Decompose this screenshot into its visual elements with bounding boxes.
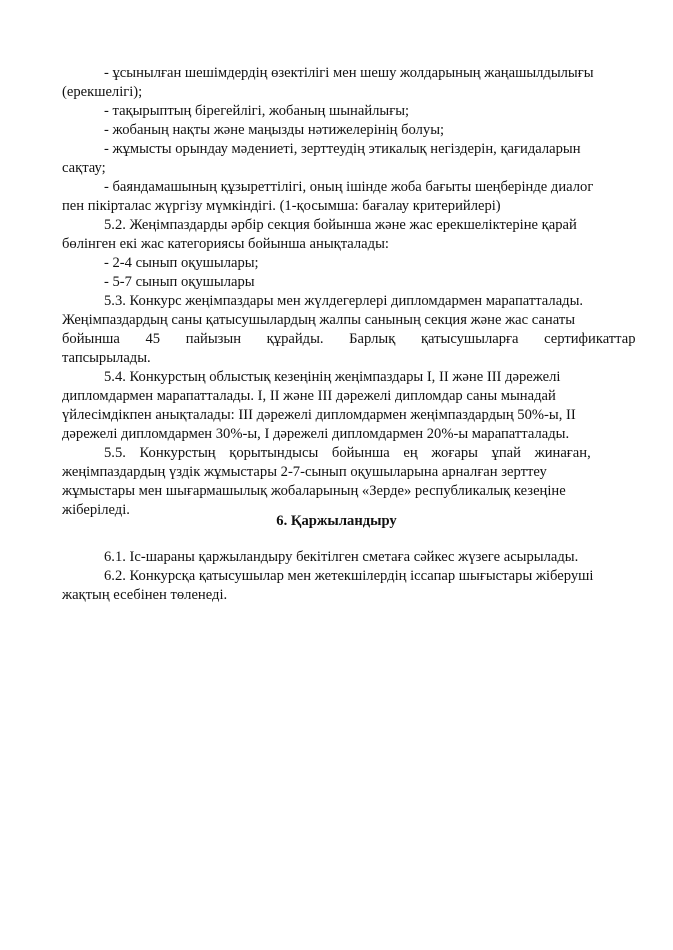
paragraph-5-3-line: бойынша 45 пайызын құрайды. Барлық қатысушыларға сертификаттар xyxy=(62,331,636,347)
criteria-line: - ұсынылған шешімдердің өзектілігі мен шешу жолдарының жаңашылдылығы xyxy=(104,65,594,81)
paragraph-5-4-line: дипломдармен марапатталады. I, II және III дәрежелі дипломдар саны мынадай xyxy=(62,388,556,404)
paragraph-5-4-line: үйлесімдікпен анықталады: III дәрежелі дипломдармен жеңімпаздардың 50%-ы, II xyxy=(62,407,576,423)
paragraph-5-5-line: жұмыстары мен шығармашылық жобаларының «Зерде» республикалық кезеңіне xyxy=(62,483,566,499)
section-6-heading: 6. Қаржыландыру xyxy=(276,513,397,529)
paragraph-5-4-line: 5.4. Конкурстың облыстық кезеңінің жеңімпаздары I, II және III дәрежелі xyxy=(104,369,561,385)
criteria-line: - жобаның нақты және маңызды нәтижелерінің болуы; xyxy=(104,122,445,138)
criteria-line: сақтау; xyxy=(62,160,106,176)
paragraph-6-2-line: 6.2. Конкурсқа қатысушылар мен жетекшілердің іссапар шығыстары жіберуші xyxy=(104,568,594,584)
paragraph-5-3-line: Жеңімпаздардың саны қатысушылардың жалпы санының секция және жас санаты xyxy=(62,312,576,328)
criteria-line: пен пікірталас жүргізу мүмкіндігі. (1-қосымша: бағалау критерийлері) xyxy=(62,198,501,214)
paragraph-5-5-line: 5.5. Конкурстың қорытындысы бойынша ең жоғары ұпай жинаған, xyxy=(104,445,591,461)
paragraph-5-2-line: бөлінген екі жас категориясы бойынша анықталады: xyxy=(62,236,389,252)
criteria-line: - жұмысты орындау мәдениеті, зерттеудің этикалық негіздерін, қағидаларын xyxy=(104,141,581,157)
section-5-text xyxy=(62,64,642,520)
age-category-item: - 2-4 сынып оқушылары; xyxy=(104,255,259,271)
criteria-line: - баяндамашының құзыреттілігі, оның ішінде жоба бағыты шеңберінде диалог xyxy=(104,179,594,195)
paragraph-5-2-line: 5.2. Жеңімпаздарды әрбір секция бойынша және жас ерекшеліктеріне қарай xyxy=(104,217,577,233)
age-category-item: - 5-7 сынып оқушылары xyxy=(104,274,255,290)
paragraph-5-3-line: 5.3. Конкурс жеңімпаздары мен жүлдегерлері дипломдармен марапатталады. xyxy=(104,293,584,309)
paragraph-5-3-line: тапсырылады. xyxy=(62,350,151,366)
criteria-line: - тақырыптың бірегейлігі, жобаның шынайлығы; xyxy=(104,103,410,119)
paragraph-5-4-line: дәрежелі дипломдармен 30%-ы, I дәрежелі дипломдармен 20%-ы марапатталады. xyxy=(62,426,570,442)
criteria-line: (ерекшелігі); xyxy=(62,84,143,100)
paragraph-6-2-line: жақтың есебінен төленеді. xyxy=(62,587,228,603)
paragraph-5-5-line: жеңімпаздардың үздік жұмыстары 2-7-сынып оқушыларына арналған зерттеу xyxy=(62,464,547,480)
section-6-text xyxy=(62,548,642,605)
paragraph-6-1-line: 6.1. Іс-шараны қаржыландыру бекітілген сметаға сәйкес жүзеге асырылады. xyxy=(104,549,579,565)
paragraph-5-5-line: жіберіледі. xyxy=(62,502,130,518)
